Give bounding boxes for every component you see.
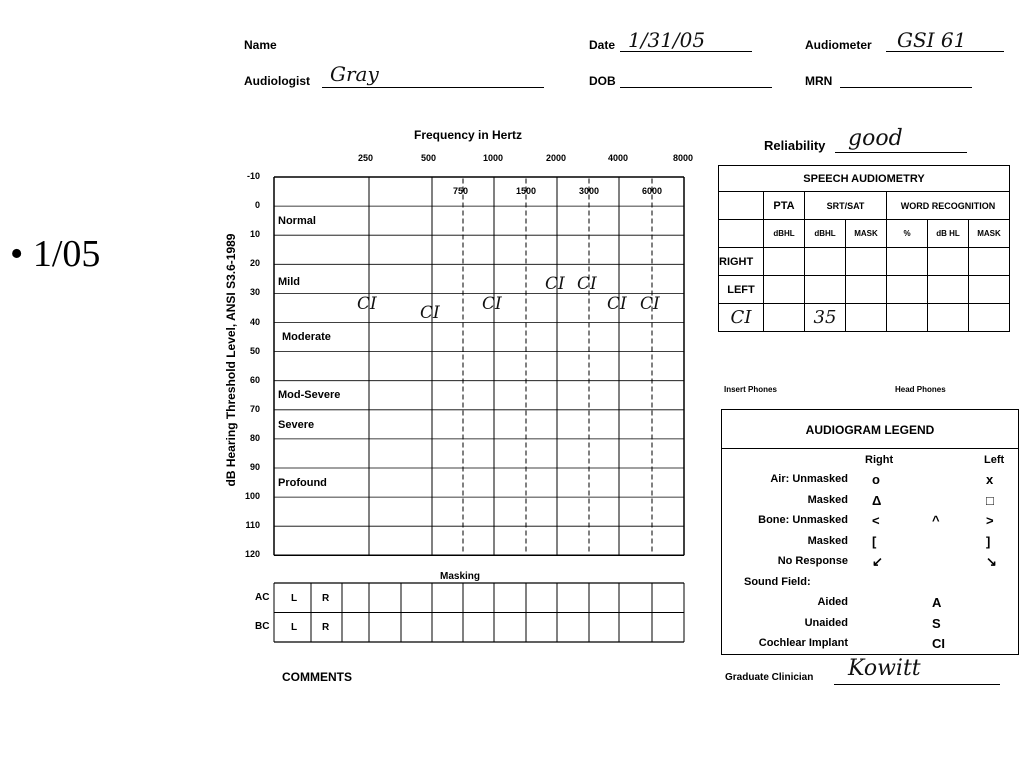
- db-label: 40: [249, 316, 260, 327]
- legend-symbol: ↘: [986, 554, 997, 569]
- db-label: 70: [249, 403, 260, 414]
- srt-sat-header: SRT/SAT: [805, 192, 887, 220]
- insert-phones-label: Insert Phones: [724, 385, 777, 394]
- slide-bullet: • 1/05: [10, 233, 101, 275]
- pta-header: PTA: [764, 192, 805, 220]
- audiometer-label: Audiometer: [805, 38, 872, 52]
- ci-mark: CI: [607, 293, 627, 314]
- legend-symbol: <: [872, 513, 880, 528]
- bc-label: BC: [255, 621, 270, 632]
- left-row-label: LEFT: [719, 276, 764, 304]
- db-label: 60: [249, 374, 260, 385]
- db-label: 50: [249, 345, 260, 356]
- comments-label: COMMENTS: [282, 670, 352, 684]
- sub-srt-mask: MASK: [846, 220, 887, 248]
- db-label: 120: [244, 549, 260, 560]
- legend-row-label: Cochlear Implant: [758, 637, 848, 649]
- speech-audiometry-table: [718, 165, 1010, 332]
- hearing-category-label: Moderate: [282, 331, 331, 344]
- hearing-category-label: Profound: [278, 476, 327, 489]
- legend-right-header: Right: [865, 454, 894, 466]
- frequency-label: 500: [421, 153, 437, 163]
- db-label: 10: [249, 229, 260, 240]
- clinician-label: Graduate Clinician: [725, 672, 814, 683]
- ci-mark: CI: [420, 302, 440, 323]
- dob-label: DOB: [589, 74, 616, 88]
- frequency-label: 8000: [673, 153, 694, 163]
- bc-r-label: R: [322, 622, 330, 633]
- legend-symbol: x: [986, 472, 994, 487]
- db-label: 20: [249, 258, 260, 269]
- frequency-mid-label: 6000: [642, 186, 663, 196]
- hearing-category-label: Mod-Severe: [278, 389, 341, 402]
- legend-symbol: S: [932, 615, 941, 631]
- db-label: -10: [246, 171, 260, 181]
- legend-left-header: Left: [984, 454, 1005, 466]
- slide-bullet-text: 1/05: [32, 233, 101, 275]
- legend-symbol: ^: [932, 513, 940, 528]
- frequency-mid-label: 1500: [516, 186, 537, 196]
- db-label: 90: [249, 462, 260, 472]
- sub-wr-mask: MASK: [969, 220, 1010, 248]
- frequency-mid-label: 750: [453, 186, 469, 196]
- ci-mark: CI: [545, 273, 565, 294]
- legend-symbol: A: [932, 595, 942, 610]
- db-label: 110: [245, 520, 260, 531]
- audiometer-value: GSI 61: [897, 28, 967, 52]
- hearing-category-label: Severe: [278, 418, 315, 431]
- frequency-label: 1000: [483, 153, 504, 163]
- legend-row-label: Masked: [807, 493, 848, 506]
- y-axis-label: dB Hearing Threshold Level, ANSI S3.6-1989: [224, 233, 238, 487]
- ci-mark: CI: [482, 293, 502, 314]
- name-label: Name: [244, 38, 277, 52]
- legend-symbol: ]: [986, 533, 991, 549]
- legend-row-label: Air: Unmasked: [770, 473, 848, 485]
- legend-row-label: Masked: [807, 534, 848, 547]
- ac-l-label: L: [291, 593, 298, 604]
- masking-label: Masking: [440, 571, 481, 582]
- word-recognition-header: WORD RECOGNITION: [887, 192, 1010, 220]
- legend-symbol: [: [872, 533, 877, 549]
- frequency-label: 4000: [608, 153, 629, 163]
- bc-l-label: L: [291, 622, 298, 633]
- db-label: 100: [244, 491, 260, 502]
- hearing-category-label: Normal: [278, 214, 316, 227]
- sub-wr-dbhl: dB HL: [928, 220, 969, 248]
- speech-title: SPEECH AUDIOMETRY: [719, 166, 1010, 192]
- legend-row-label: No Response: [777, 555, 848, 567]
- date-value: 1/31/05: [628, 28, 706, 52]
- ci-mark: CI: [640, 293, 660, 314]
- audiologist-value: Gray: [330, 62, 379, 86]
- ci-mark: CI: [357, 293, 377, 314]
- audiogram-legend: [721, 409, 1019, 655]
- ac-r-label: R: [322, 593, 330, 604]
- db-label: 0: [254, 200, 260, 211]
- legend-row-label: Unaided: [804, 616, 848, 629]
- sub-srt-dbhl: dBHL: [805, 220, 846, 248]
- db-label: 80: [249, 432, 260, 443]
- legend-row-label: Sound Field:: [744, 575, 811, 588]
- ci-mark: CI: [577, 273, 597, 294]
- reliability-value: good: [848, 126, 903, 151]
- legend-symbol: ↙: [872, 554, 883, 569]
- legend-symbol: Δ: [872, 492, 882, 508]
- date-label: Date: [589, 38, 616, 52]
- frequency-label: 2000: [546, 153, 567, 163]
- audiologist-label: Audiologist: [244, 74, 310, 88]
- sub-pta-dbhl: dBHL: [764, 220, 805, 248]
- sub-wr-percent: %: [887, 220, 928, 248]
- ci-srt-value: 35: [805, 304, 846, 332]
- legend-symbol: o: [872, 472, 880, 487]
- db-label: 30: [249, 287, 260, 298]
- ac-label: AC: [255, 592, 270, 603]
- right-row-label: RIGHT: [719, 248, 764, 276]
- clinician-value: Kowitt: [848, 656, 921, 681]
- reliability-label: Reliability: [764, 138, 826, 153]
- head-phones-label: Head Phones: [895, 385, 946, 394]
- legend-symbol: CI: [932, 636, 945, 651]
- frequency-title: Frequency in Hertz: [414, 128, 523, 142]
- legend-symbol: >: [986, 513, 994, 528]
- legend-symbol: □: [986, 492, 994, 508]
- frequency-label: 250: [358, 153, 374, 163]
- legend-title: AUDIOGRAM LEGEND: [722, 410, 1018, 449]
- ci-row-label: CI: [719, 304, 764, 332]
- mrn-label: MRN: [805, 74, 833, 88]
- frequency-mid-label: 3000: [579, 186, 600, 196]
- hearing-category-label: Mild: [278, 275, 300, 288]
- legend-row-label: Bone: Unmasked: [758, 514, 848, 526]
- legend-row-label: Aided: [817, 596, 848, 608]
